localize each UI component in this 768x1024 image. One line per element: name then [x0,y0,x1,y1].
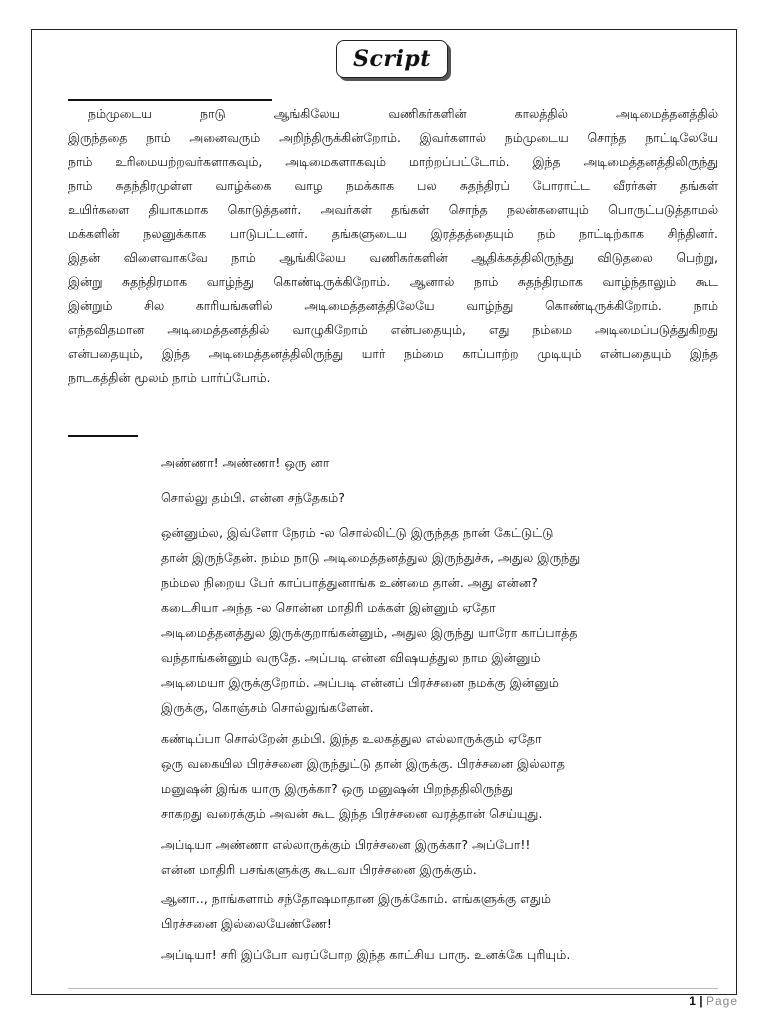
intro-line: உயிர்களை தியாகமாக கொடுத்தனர். அவர்கள் தங்கள் சொந்த நலன்களையும் பொருட்படுத்தாமல் [68,202,718,217]
intro-line: எந்தவிதமான அடிமைத்தனத்தில் வாழுகிறோம் என்பதையும், எது நம்மை அடிமைப்படுத்துகிறது [68,322,718,337]
intro-line: நாடகத்தின் மூலம் நாம் பார்ப்போம். [68,370,271,385]
page-label: Page [705,994,738,1008]
dialog-line: பிரச்சனை இல்லையேண்ணே! [161,916,332,931]
page-number: 1 [689,994,696,1008]
dialog-line: இருக்கு, கொஞ்சம் சொல்லுங்களேன். [161,700,374,715]
dialog-block [161,886,721,936]
dialog-line: சொல்லு தம்பி. என்ன சந்தேகம்? [161,490,345,505]
intro-line: என்பதையும், இந்த அடிமைத்தனத்திலிருந்து யார் நம்மை காப்பாற்ற முடியும் என்பதையும் இந்த [68,346,718,361]
dialog-line: அப்டியா அண்ணா எல்லாருக்கும் பிரச்சனை இருக்கா? அப்போ!! [161,837,531,852]
dialog-line: வந்தாங்கன்னும் வருதே. அப்படி என்ன விஷயத்துல நாம இன்னும் [161,650,541,665]
intro-heading-rule [68,99,272,101]
dialog-section [161,450,721,967]
intro-line: இன்றும் சில காரியங்களில் அடிமைத்தனத்திலேயே வாழ்ந்து கொண்டிருக்கிறோம். நாம் [68,298,718,313]
intro-paragraph [68,102,718,390]
intro-line: இதன் விளைவாகவே நாம் ஆங்கிலேய வணிகர்களின் ஆதிக்கத்திலிருந்து விடுதலை பெற்று, [68,250,718,265]
dialog-line: மனுஷன் இங்க யாரு இருக்கா? ஒரு மனுஷன் பிறந்ததிலிருந்து [161,781,514,796]
dialog-line: சாகறது வரைக்கும் அவன் கூட இந்த பிரச்சனை வரத்தான் செய்யுது. [161,806,543,821]
dialog-line: நம்மல நிறைய பேர் காப்பாத்துனாங்க உண்மை தான். அது என்ன? [161,575,538,590]
dialog-block [161,520,721,720]
dialog-block [161,726,721,826]
intro-line: நாம் சுதந்திரமுள்ள வாழ்க்கை வாழ நமக்காக பல சுதந்திரப் போராட்ட வீரர்கள் தங்கள் [68,178,718,193]
dialog-line: தான் இருந்தேன். நம்ம நாடு அடிமைத்தனத்துல இருந்துச்சு, அதுல இருந்து [161,550,581,565]
dialog-line: ஆனா.., நாங்களாம் சந்தோஷமாதான இருக்கோம். எங்களுக்கு எதும் [161,891,552,906]
title-box [336,40,448,78]
intro-line: நாம் உரிமையற்றவர்களாகவும், அடிமைகளாகவும் மாற்றப்பட்டோம். இந்த அடிமைத்தனத்திலிருந்து [68,154,718,169]
dialog-block [161,485,721,510]
dialog-line: கண்டிப்பா சொல்றேன் தம்பி. இந்த உலகத்துல எல்லாருக்கும் ஏதோ [161,731,542,746]
dialog-line: என்ன மாதிரி பசங்களுக்கு கூடவா பிரச்சனை இருக்கும். [161,862,477,877]
dialog-line: அடிமையா இருக்குறோம். அப்படி என்னப் பிரச்சனை நமக்கு இன்னும் [161,675,559,690]
dialog-heading-rule [68,435,138,437]
dialog-block [161,450,721,475]
page-separator: | [699,994,703,1008]
footer-rule [68,988,718,989]
dialog-line: அப்டியா! சரி இப்போ வரப்போற இந்த காட்சிய பாரு. உனக்கே புரியும். [161,947,571,962]
intro-line: இன்று சுதந்திரமாக வாழ்ந்து கொண்டிருக்கிறோம். ஆனால் நாம் சுதந்திரமாக வாழ்ந்தாலும் கூட [68,274,718,289]
page-number-footer [689,994,738,1008]
intro-line: மக்களின் நலனுக்காக பாடுபட்டனர். தங்களுடைய இரத்தத்தையும் நம் நாட்டிற்காக சிந்தினர். [68,226,718,241]
dialog-line: அண்ணா! அண்ணா! ஒரு னா [161,455,330,470]
dialog-line: ஒன்னும்ல, இவ்ளோ நேரம் -ல சொல்லிட்டு இருந்தத நான் கேட்டுட்டு [161,525,554,540]
page-title: Script [353,46,431,72]
dialog-block [161,832,721,882]
intro-line: நம்முடைய நாடு ஆங்கிலேய வணிகர்களின் காலத்தில் அடிமைத்தனத்தில் [88,106,718,121]
dialog-line: கடைசியா அந்த -ல சொன்ன மாதிரி மக்கள் இன்னும் ஏதோ [161,600,496,615]
dialog-block [161,942,721,967]
intro-line: இருந்ததை நாம் அனைவரும் அறிந்திருக்கின்றோம். இவர்களால் நம்முடைய சொந்த நாட்டிலேயே [68,130,718,145]
dialog-line: அடிமைத்தனத்துல இருக்குறாங்கன்னும், அதுல இருந்து யாரோ காப்பாத்த [161,625,578,640]
dialog-line: ஒரு வகையில பிரச்சனை இருந்துட்டு தான் இருக்கு. பிரச்சனை இல்லாத [161,756,566,771]
